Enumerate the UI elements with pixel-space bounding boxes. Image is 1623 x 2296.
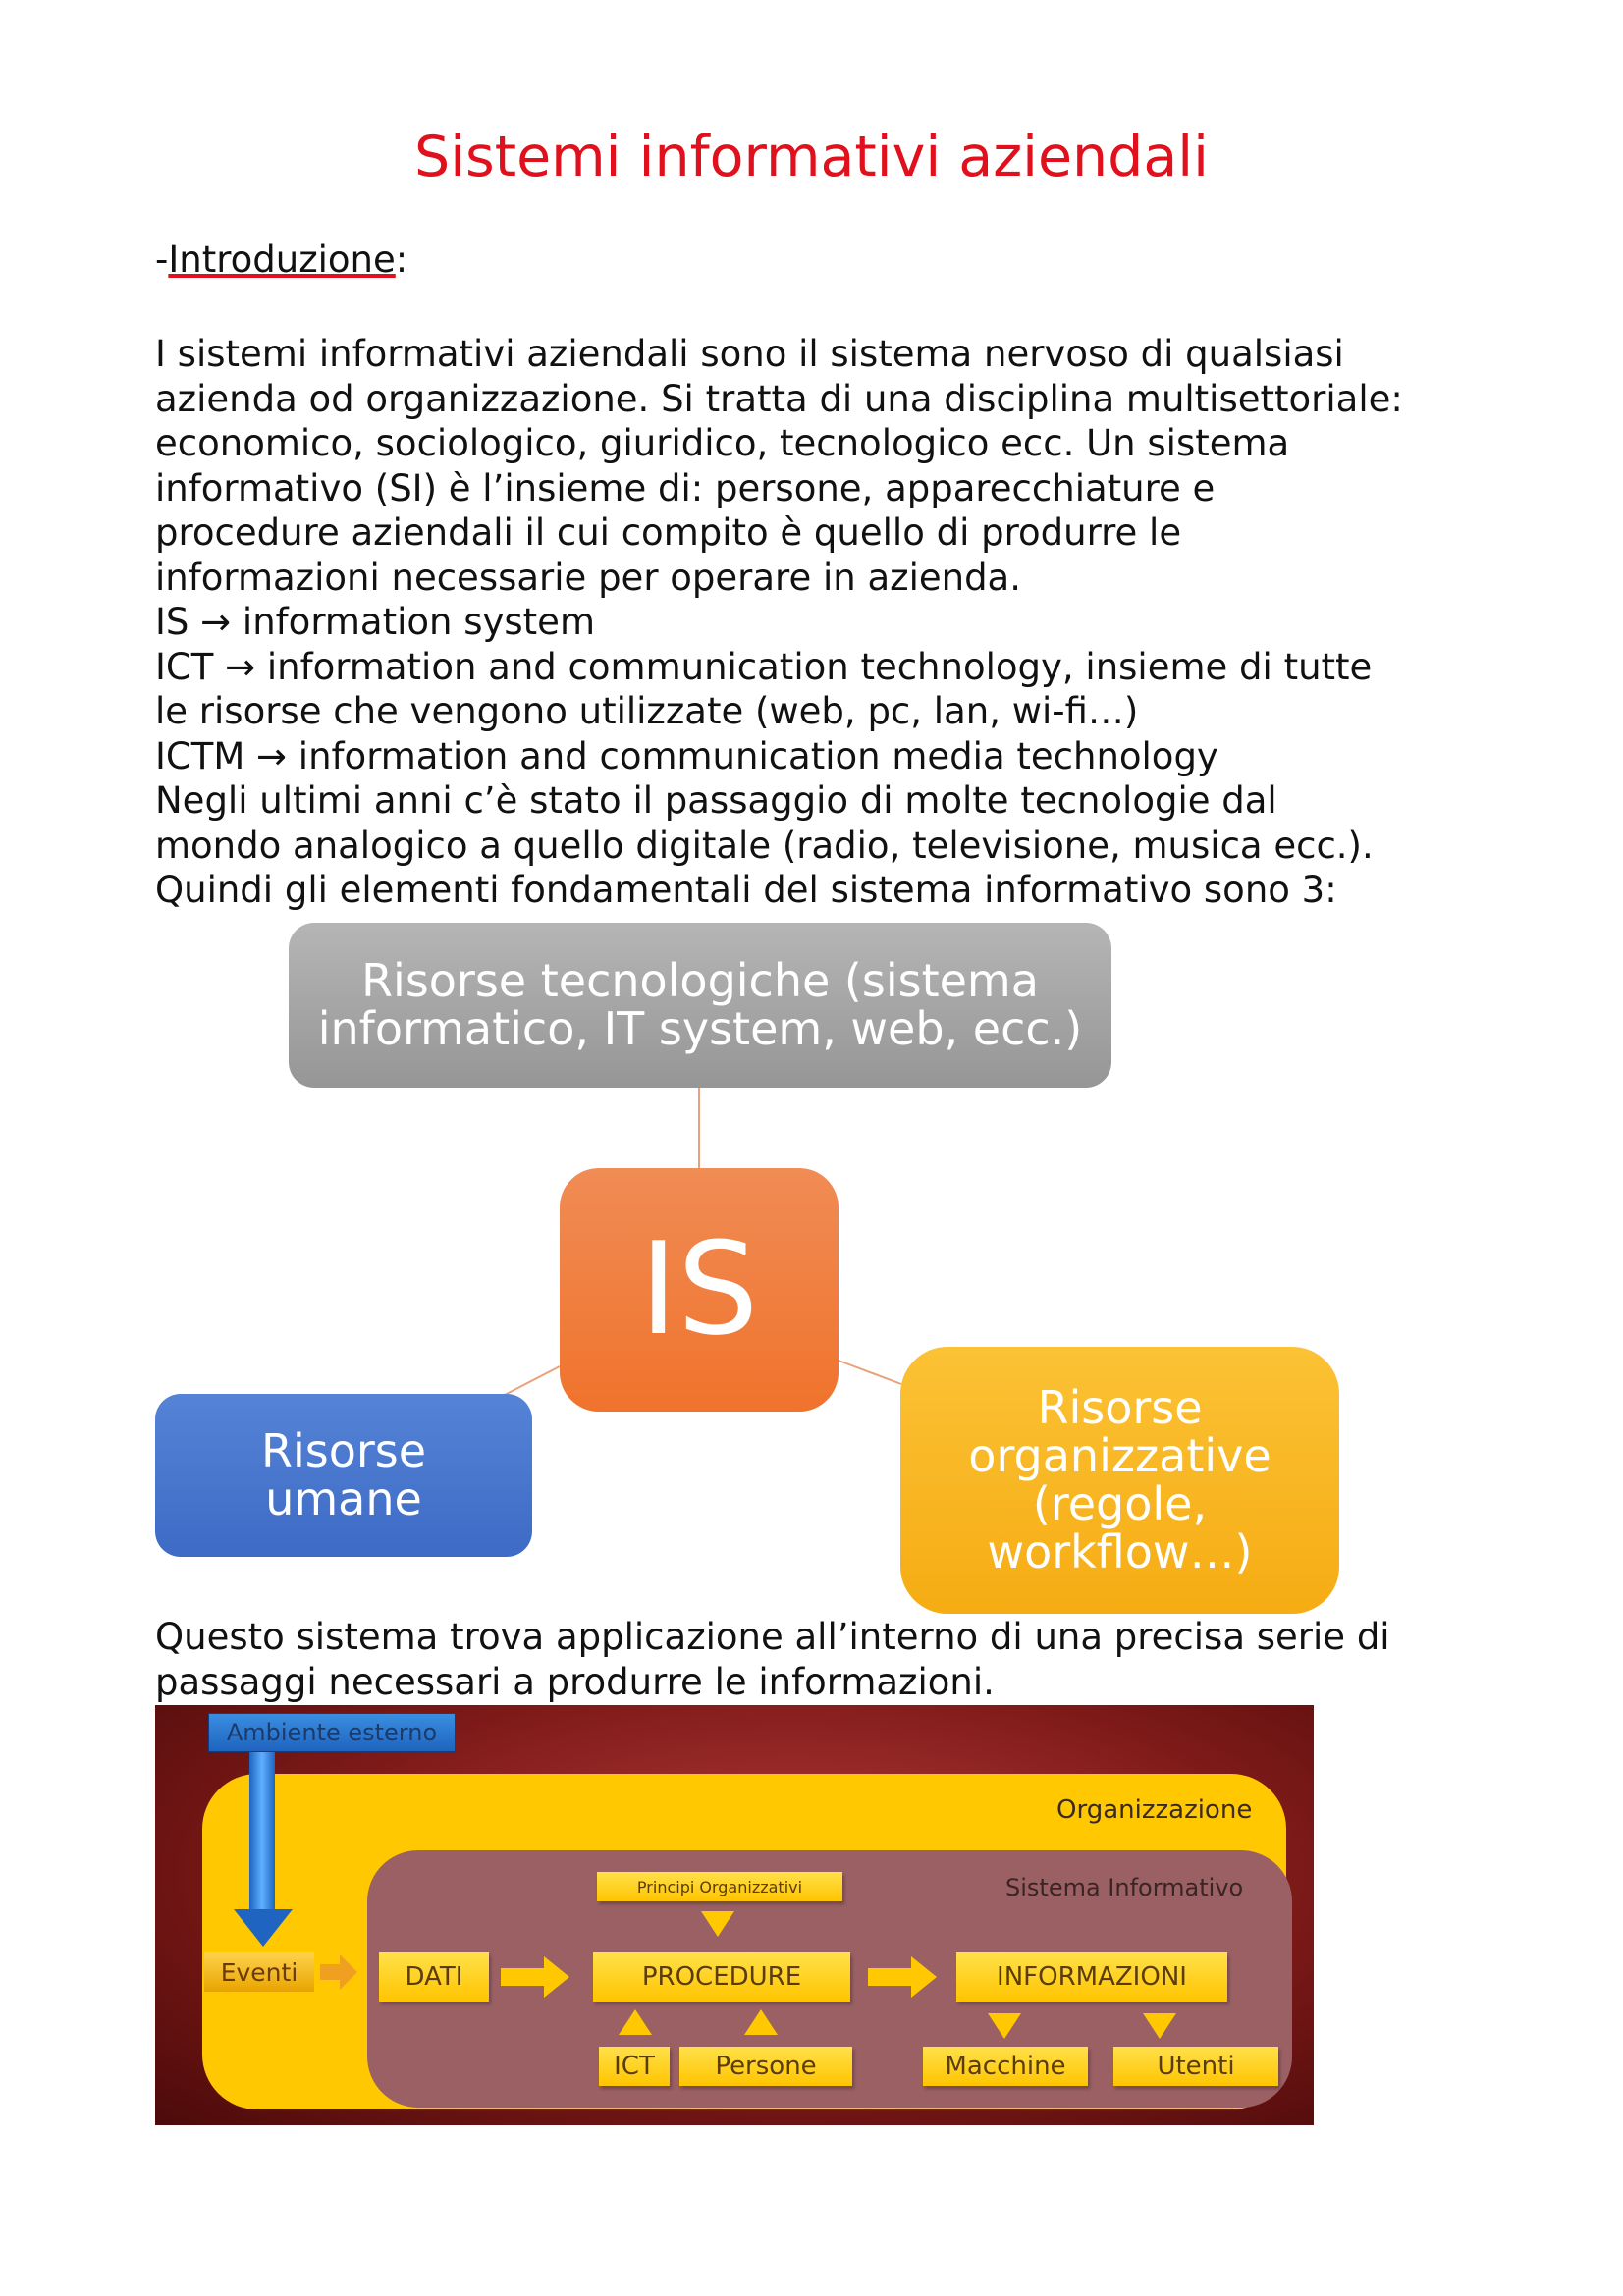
- human-resources-label: Risorse umane: [260, 1423, 427, 1525]
- information-box: INFORMAZIONI: [956, 1952, 1227, 2002]
- connector-line: [839, 1361, 901, 1384]
- right-arrow-icon: [868, 1956, 937, 1998]
- page-title: Sistemi informativi aziendali: [414, 125, 1209, 189]
- down-arrow-icon: [232, 1752, 295, 1949]
- external-environment-box: Ambiente esterno: [208, 1713, 456, 1752]
- up-triangle-icon: [744, 2009, 778, 2035]
- text-line: azienda od organizzazione. Si tratta di una disciplina multisettoriale:: [155, 377, 1403, 420]
- text-line: economico, sociologico, giuridico, tecnologico ecc. Un sistema: [155, 422, 1290, 464]
- text-line: ICTM → information and communication media technology: [155, 734, 1218, 777]
- text-line: passaggi necessari a produrre le informazioni.: [155, 1660, 995, 1703]
- principles-box: Principi Organizzativi: [597, 1872, 842, 1901]
- text-line: Quindi gli elementi fondamentali del sistema informativo sono 3:: [155, 869, 1337, 911]
- people-box: Persone: [679, 2047, 852, 2086]
- events-box: Eventi: [204, 1952, 314, 1992]
- connector-line: [503, 1366, 560, 1396]
- org-resources-box: Risorse organizzative (regole, workflow…): [900, 1347, 1339, 1614]
- text-line: informativo (SI) è l’insieme di: persone, apparecchiature e: [155, 466, 1216, 509]
- information-system-label: Sistema Informativo: [1005, 1874, 1244, 1901]
- text-line: informazioni necessarie per operare in azienda.: [155, 556, 1021, 599]
- down-triangle-icon: [1143, 2013, 1176, 2039]
- is-center-box: IS: [560, 1168, 839, 1412]
- up-triangle-icon: [619, 2009, 652, 2035]
- machines-box: Macchine: [923, 2047, 1088, 2086]
- procedures-box: PROCEDURE: [593, 1952, 850, 2002]
- text-line: ICT → information and communication technology, insieme di tutte: [155, 645, 1373, 688]
- section-prefix: -: [155, 239, 169, 281]
- text-line: mondo analogico a quello digitale (radio, televisione, musica ecc.).: [155, 824, 1374, 867]
- right-arrow-icon: [320, 1954, 357, 1990]
- section-suffix: :: [395, 239, 408, 281]
- human-resources-box: [155, 1394, 532, 1557]
- text-line: Negli ultimi anni c’è stato il passaggio di molte tecnologie dal: [155, 779, 1277, 822]
- data-box: DATI: [379, 1952, 489, 2002]
- users-box: Utenti: [1113, 2047, 1278, 2086]
- ict-box: ICT: [599, 2047, 670, 2086]
- text-line: I sistemi informativi aziendali sono il sistema nervoso di qualsiasi: [155, 333, 1344, 375]
- text-line: procedure aziendali il cui compito è quello di produrre le: [155, 511, 1182, 554]
- section-label: Introduzione: [168, 239, 396, 281]
- down-triangle-icon: [701, 1911, 734, 1937]
- text-line: IS → information system: [155, 601, 595, 643]
- right-arrow-icon: [501, 1956, 569, 1998]
- text-line: Questo sistema trova applicazione all’interno di una precisa serie di: [155, 1616, 1390, 1658]
- process-figure: [155, 1705, 1314, 2125]
- organization-label: Organizzazione: [1056, 1795, 1253, 1825]
- process-paragraph: [155, 1615, 1530, 1704]
- tech-resources-box: Risorse tecnologiche (sistema informatico, IT system, web, ecc.): [289, 923, 1111, 1088]
- text-line: le risorse che vengono utilizzate (web, pc, lan, wi-fi…): [155, 690, 1139, 732]
- down-triangle-icon: [988, 2013, 1021, 2039]
